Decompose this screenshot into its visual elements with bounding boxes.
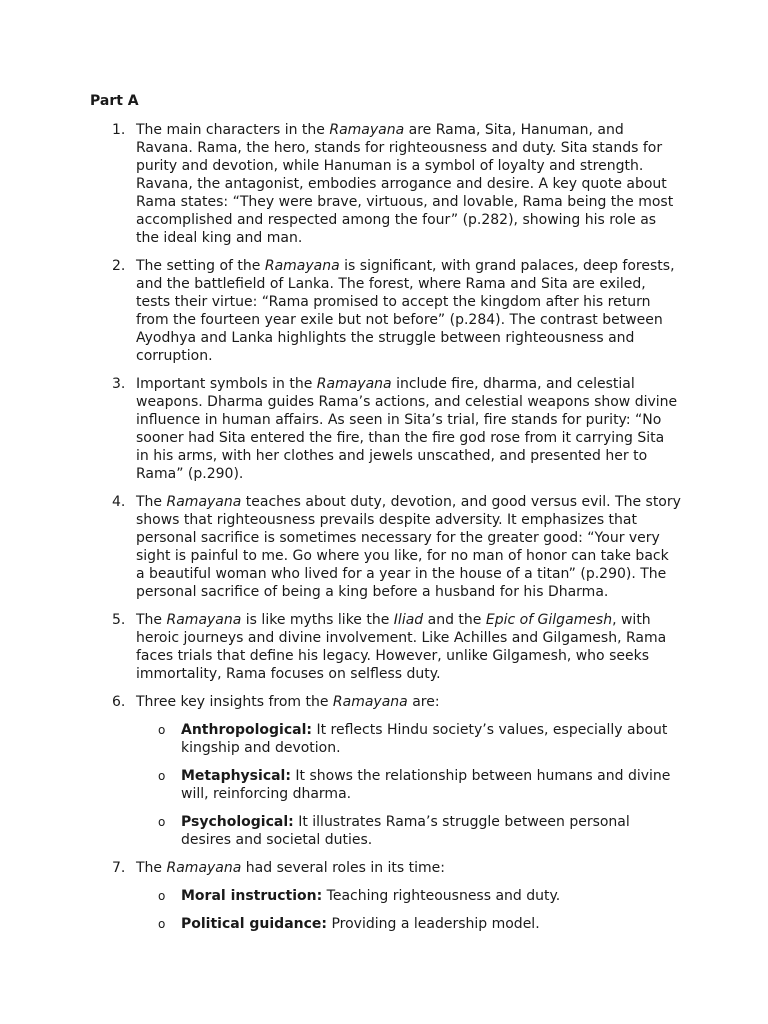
bold-label: Political guidance: [181, 916, 328, 932]
text-run: Three key insights from the [136, 694, 333, 710]
text-run: It illustrates Rama’s struggle between personal desires and societal duties. [181, 814, 630, 848]
bold-label: Moral instruction: [181, 888, 323, 904]
bold-label: Metaphysical: [181, 768, 291, 784]
italic-title: Ramayana [329, 122, 405, 138]
item-text [136, 493, 681, 601]
text-run: , with heroic journeys and divine involvement. Like Achilles and Gilgamesh, Rama faces trials that define his legacy. However, unlike Gilgamesh, who seeks immortality, Rama focuses on selfless duty. [136, 612, 667, 682]
sub-item-text [181, 813, 681, 849]
text-run: include fire, dharma, and celestial weapons. Dharma guides Rama’s actions, and celestial weapons show divine influence in human affairs. As seen in Sita’s trial, fire stands for purity: “No sooner had Sita entered the fire, than the fire god rose from it carrying Sita in his arms, with her clothes and jewels unscathed, and presented her to Rama” (p.290). [136, 376, 678, 482]
item-number: 6. [112, 694, 126, 710]
item-number: 5. [112, 612, 126, 628]
text-run: The [136, 860, 167, 876]
item-text [136, 257, 681, 365]
sub-item-text [181, 915, 681, 933]
item-number: 3. [112, 376, 126, 392]
section-heading: Part A [90, 93, 139, 109]
italic-title: Ramayana [166, 860, 242, 876]
text-run: is significant, with grand palaces, deep forests, and the battlefield of Lanka. The forest, where Rama and Sita are exiled, tests their virtue: “Rama promised to accept the kingdom after his return from the fourteen year exile but not before” (p.284). The contrast between Ayodhya and Lanka highlights the struggle between righteousness and corruption. [136, 258, 675, 364]
list-item-2 [0, 257, 768, 365]
item-number: 2. [112, 258, 126, 274]
sub-list [0, 887, 768, 933]
sub-list-item [0, 721, 768, 757]
italic-title: Ramayana [316, 376, 392, 392]
text-run: had several roles in its time: [241, 860, 446, 876]
bold-label: Psychological: [181, 814, 294, 830]
bold-label: Anthropological: [181, 722, 313, 738]
item-text [136, 693, 681, 711]
list-item-4 [0, 493, 768, 601]
text-run: It shows the relationship between humans and divine will, reinforcing dharma. [181, 768, 671, 802]
item-text [136, 859, 681, 877]
bullet-marker: o [158, 815, 166, 829]
list-item-7 [0, 859, 768, 933]
bullet-marker: o [158, 889, 166, 903]
italic-title: Epic of Gilgamesh [485, 612, 613, 628]
text-run: The [136, 612, 167, 628]
text-run: are: [407, 694, 440, 710]
bullet-marker: o [158, 917, 166, 931]
list-item-5 [0, 611, 768, 683]
text-run: teaches about duty, devotion, and good versus evil. The story shows that righteousness prevails despite adversity. It emphasizes that personal sacrifice is sometimes necessary for the greater good: “Your very sight is painful to me. Go where you like, for no man of honor can take back a beautiful woman who lived for a year in the house of a titan” (p.290). The personal sacrifice of being a king before a husband for his Dharma. [136, 494, 681, 600]
italic-title: Ramayana [264, 258, 340, 274]
text-run: and the [423, 612, 486, 628]
sub-item-text [181, 767, 681, 803]
sub-list-item [0, 887, 768, 905]
text-run: The [136, 494, 167, 510]
sub-list [0, 721, 768, 849]
text-run: Teaching righteousness and duty. [322, 888, 561, 904]
text-run: The setting of the [136, 258, 265, 274]
sub-list-item [0, 767, 768, 803]
list-item-1 [0, 121, 768, 247]
text-run: Providing a leadership model. [327, 916, 540, 932]
item-text [136, 611, 681, 683]
sub-list-item [0, 813, 768, 849]
numbered-list [0, 121, 768, 943]
sub-item-text [181, 721, 681, 757]
sub-item-text [181, 887, 681, 905]
text-run: It reflects Hindu society’s values, especially about kingship and devotion. [181, 722, 668, 756]
list-item-6 [0, 693, 768, 849]
item-number: 4. [112, 494, 126, 510]
item-number: 7. [112, 860, 126, 876]
bullet-marker: o [158, 769, 166, 783]
text-run: The main characters in the [136, 122, 330, 138]
item-text [136, 375, 681, 483]
text-run: Important symbols in the [136, 376, 317, 392]
italic-title: Ramayana [166, 494, 242, 510]
italic-title: Iliad [393, 612, 424, 628]
text-run: is like myths like the [241, 612, 394, 628]
list-item-3 [0, 375, 768, 483]
italic-title: Ramayana [332, 694, 408, 710]
sub-list-item [0, 915, 768, 933]
italic-title: Ramayana [166, 612, 242, 628]
text-run: are Rama, Sita, Hanuman, and Ravana. Rama, the hero, stands for righteousness and duty. Sita stands for purity and devotion, while Hanuman is a symbol of loyalty and strength. Ravana, the antagonist, embodies arrogance and desire. A key quote about Rama states: “They were brave, virtuous, and lovable, Rama being the most accomplished and respected among the four” (p.282), showing his role as the ideal king and man. [136, 122, 674, 246]
bullet-marker: o [158, 723, 166, 737]
item-number: 1. [112, 122, 126, 138]
item-text [136, 121, 681, 247]
